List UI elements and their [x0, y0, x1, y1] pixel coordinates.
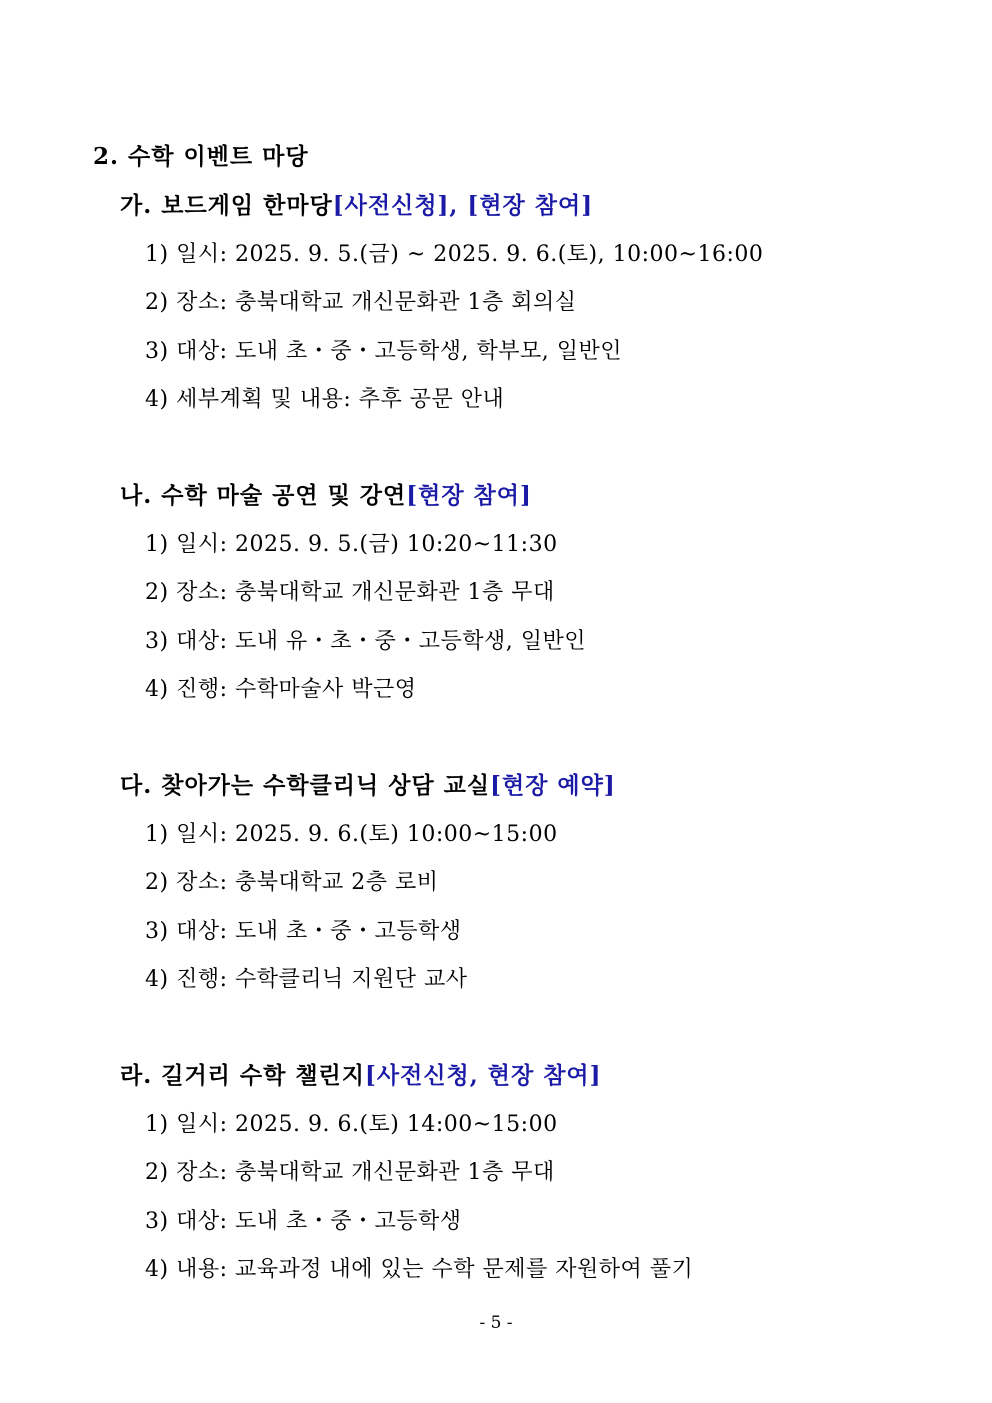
list-item: 3) 대상: 도내 유・초・중・고등학생, 일반인: [145, 629, 586, 654]
subsection-title-ra: [120, 1057, 602, 1090]
subsection-title-text: 가. 보드게임 한마당: [120, 192, 333, 219]
list-item: 1) 일시: 2025. 9. 5.(금) 10:20~11:30: [145, 532, 558, 557]
subsection-tag: [현장 참여]: [406, 482, 532, 509]
list-item: 4) 진행: 수학마술사 박근영: [145, 677, 417, 702]
list-item: 3) 대상: 도내 초・중・고등학생, 학부모, 일반인: [145, 339, 622, 364]
list-item: 3) 대상: 도내 초・중・고등학생: [145, 1209, 462, 1234]
subsection-title-text: 라. 길거리 수학 챌린지: [120, 1062, 365, 1089]
list-item: 2) 장소: 충북대학교 개신문화관 1층 무대: [145, 580, 555, 605]
list-item: 1) 일시: 2025. 9. 6.(토) 14:00~15:00: [145, 1112, 558, 1137]
subsection-title-text: 나. 수학 마술 공연 및 강연: [120, 482, 407, 509]
subsection-title-text: 다. 찾아가는 수학클리닉 상담 교실: [120, 772, 491, 799]
list-item: 2) 장소: 충북대학교 2층 로비: [145, 870, 439, 895]
list-item: 1) 일시: 2025. 9. 5.(금) ~ 2025. 9. 6.(토), 10:00~16:00: [145, 242, 764, 267]
subsection-title-da: [120, 767, 616, 800]
list-item: 2) 장소: 충북대학교 개신문화관 1층 무대: [145, 1160, 555, 1185]
subsection-tag: [사전신청, 현장 참여]: [365, 1062, 602, 1089]
list-item: 2) 장소: 충북대학교 개신문화관 1층 회의실: [145, 290, 577, 315]
subsection-tag: [사전신청], [현장 참여]: [332, 192, 594, 219]
subsection-title-na: [120, 477, 532, 510]
page-number: - 5 -: [479, 1313, 513, 1333]
list-item: 4) 세부계획 및 내용: 추후 공문 안내: [145, 387, 505, 412]
list-item: 4) 내용: 교육과정 내에 있는 수학 문제를 자원하여 풀기: [145, 1257, 694, 1282]
subsection-title-ga: [120, 187, 593, 220]
subsection-tag: [현장 예약]: [490, 772, 616, 799]
list-item: 1) 일시: 2025. 9. 6.(토) 10:00~15:00: [145, 822, 558, 847]
list-item: 4) 진행: 수학클리닉 지원단 교사: [145, 967, 468, 992]
section-heading: 2. 수학 이벤트 마당: [93, 143, 309, 170]
list-item: 3) 대상: 도내 초・중・고등학생: [145, 919, 462, 944]
